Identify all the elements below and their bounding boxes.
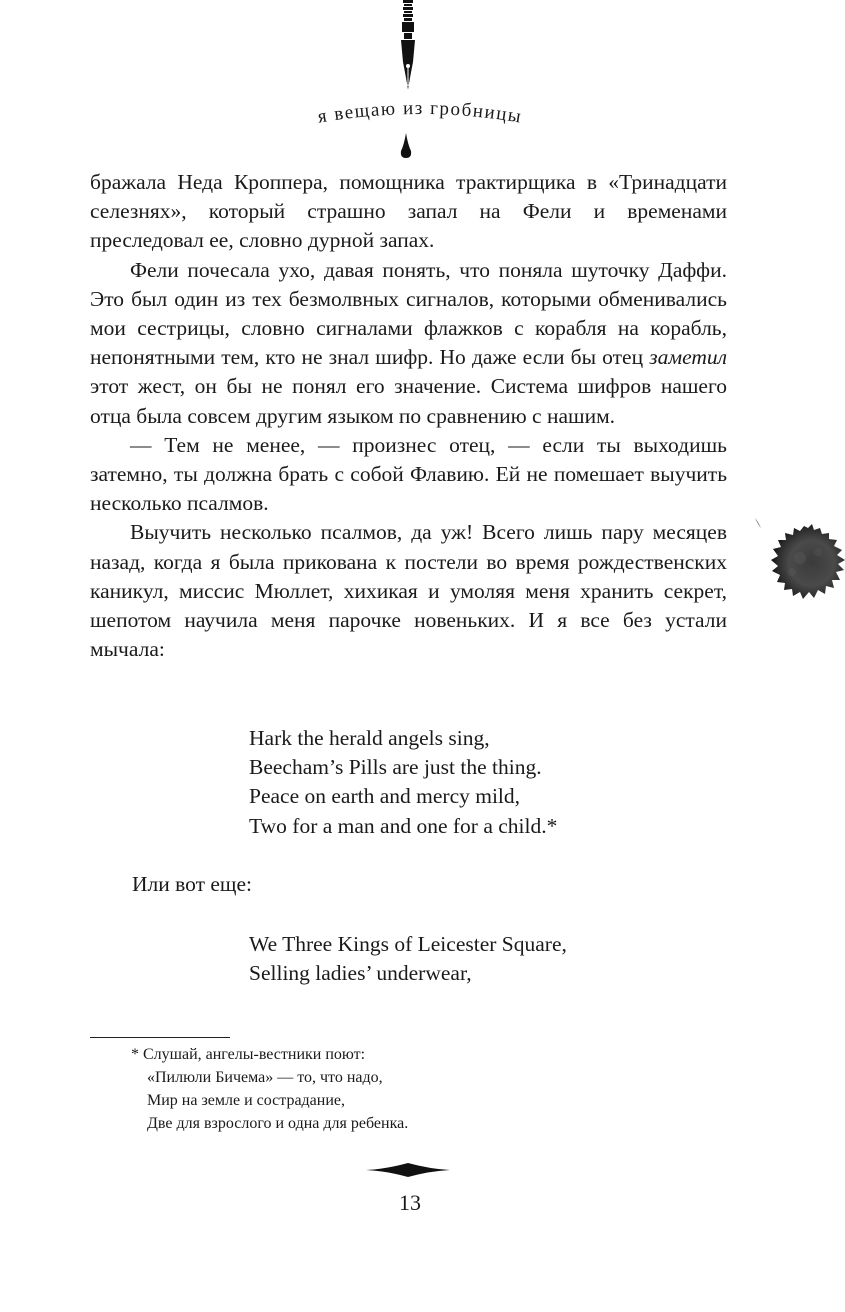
transition-line: Или вот еще: bbox=[132, 872, 252, 896]
footnote-line: Две для взрослого и одна для ребенка. bbox=[147, 1115, 409, 1132]
footnote-line: «Пилюли Бичема» — то, что надо, bbox=[147, 1069, 383, 1086]
paragraph-2-italic: заметил bbox=[649, 345, 727, 370]
pen-nib-ornament-icon bbox=[396, 0, 420, 92]
body-text bbox=[90, 168, 727, 664]
verse-block-2 bbox=[249, 930, 567, 988]
running-head-text: я вещаю из гробницы bbox=[316, 97, 524, 128]
svg-text:я вещаю из гробницы bbox=[316, 98, 524, 128]
page-number: 13 bbox=[399, 1190, 421, 1215]
paragraph-2-end: этот жест, он бы не понял его значение. Система шифров нашего отца была совсем другим языком по сравнению с нашим. bbox=[90, 374, 727, 428]
paragraph-2-cont: Но даже если бы отец bbox=[439, 345, 650, 370]
paragraph-3: — Тем не менее, — произнес отец, — если ты выходишь затемно, ты должна брать с собой Флавию. Ей не помешает выучить несколько псалмов. bbox=[90, 432, 727, 516]
diamond-ornament-icon bbox=[366, 1162, 450, 1178]
footnote-line: Мир на земле и сострадание, bbox=[147, 1092, 346, 1109]
paragraph-2-text: Фели почесала ухо, давая понять, что поняла шуточку Даффи. Это был один из тех безмолвных сигналов, которыми обменивались мои сестрицы, словно сигналами флажков с корабля на корабль, непонятными тем, кто не знал шифр. bbox=[90, 257, 727, 370]
verse-line: Selling ladies’ underwear, bbox=[249, 961, 472, 986]
paragraph-1: бражала Неда Кроппера, помощника трактирщика в «Тринадцати селезнях», который страшно запал на Фели и временами преследовал ее, словно дурной запах. bbox=[90, 170, 727, 253]
footnote-line: * Слушай, ангелы-вестники поют: bbox=[131, 1046, 366, 1063]
verse-block-1 bbox=[249, 724, 557, 841]
verse-line: Peace on earth and mercy mild, bbox=[249, 784, 521, 809]
verse-line: Beecham’s Pills are just the thing. bbox=[249, 755, 542, 780]
footnote-rule bbox=[90, 1037, 230, 1038]
verse-line: Two for a man and one for a child.* bbox=[249, 813, 558, 838]
verse-line: Hark the herald angels sing, bbox=[249, 726, 490, 750]
ink-blot-icon bbox=[752, 514, 845, 606]
verse-line: We Three Kings of Leicester Square, bbox=[249, 932, 567, 956]
ink-drop-icon bbox=[399, 133, 413, 159]
running-head bbox=[280, 94, 560, 138]
paragraph-4: Выучить несколько псалмов, да уж! Всего лишь пару месяцев назад, когда я была прикована к постели во время рождественских каникул, миссис Мюллет, хихикая и умоляя меня хранить секрет, шепотом научила меня парочке новеньких. И я все без устали мычала: bbox=[90, 520, 727, 662]
footnote bbox=[131, 1043, 408, 1135]
paragraph-2 bbox=[90, 256, 727, 431]
